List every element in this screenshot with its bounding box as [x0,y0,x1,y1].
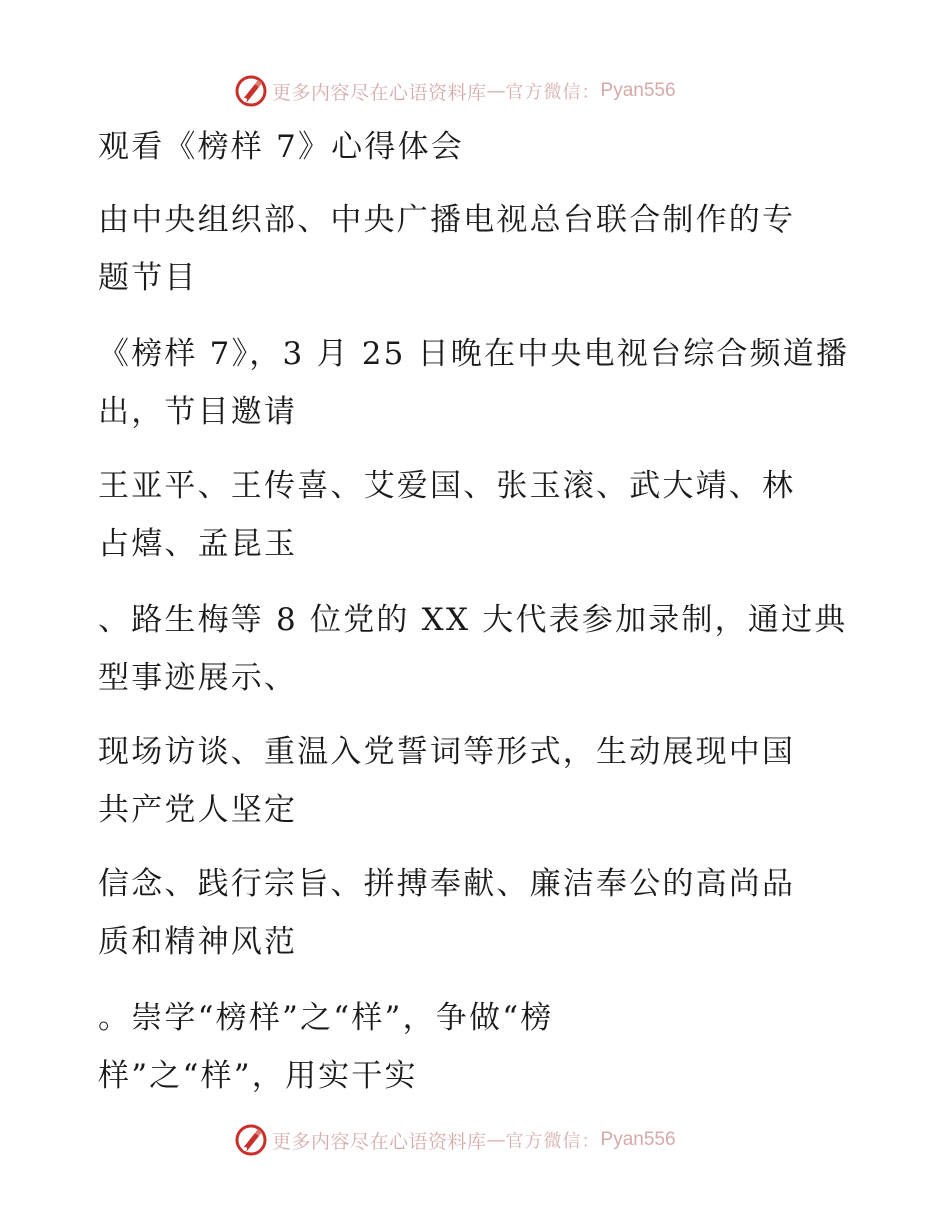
banner-wechat-label: 官方微信： [505,82,601,103]
banner-separator: — [486,80,506,102]
banner-slogan: 更多内容尽在心语资料库 [272,1130,487,1153]
doc-line: 、路生梅等 8 位党的 XX 大代表参加录制，通过典 [98,602,848,638]
doc-line: 共产党人坚定 [98,792,298,828]
footer-banner [234,1123,754,1157]
banner-wechat-label: 官方微信： [505,1131,601,1152]
banner-separator: — [486,1129,506,1151]
doc-line: 题节目 [98,260,198,296]
doc-line: 信念、践行宗旨、拼搏奉献、廉洁奉公的高尚品 [98,866,796,902]
doc-line: 占熺、孟昆玉 [98,526,298,562]
doc-line: 王亚平、王传喜、艾爱国、张玉滚、武大靖、林 [98,468,796,504]
doc-line: 现场访谈、重温入党誓词等形式，生动展现中国 [98,734,796,770]
doc-line: 型事迹展示、 [98,660,298,696]
pen-logo-icon [234,1123,268,1157]
pen-logo-icon [234,74,268,108]
doc-line: 由中央组织部、中央广播电视总台联合制作的专 [98,202,796,238]
doc-line: 样”之“样”，用实干实 [98,1058,418,1094]
doc-line: 。崇学“榜样”之“样”，争做“榜 [98,1000,554,1036]
banner-slogan: 更多内容尽在心语资料库 [272,81,487,104]
banner-wechat-id: Pyan556 [600,80,676,101]
banner-wechat-id: Pyan556 [600,1129,676,1150]
doc-line: 《榜样 7》，3 月 25 日晚在中央电视台综合频道播 [98,336,850,372]
doc-line: 出，节目邀请 [98,394,298,430]
header-banner [234,74,754,108]
doc-line: 质和精神风范 [98,924,298,960]
doc-title: 观看《榜样 7》心得体会 [98,129,464,165]
